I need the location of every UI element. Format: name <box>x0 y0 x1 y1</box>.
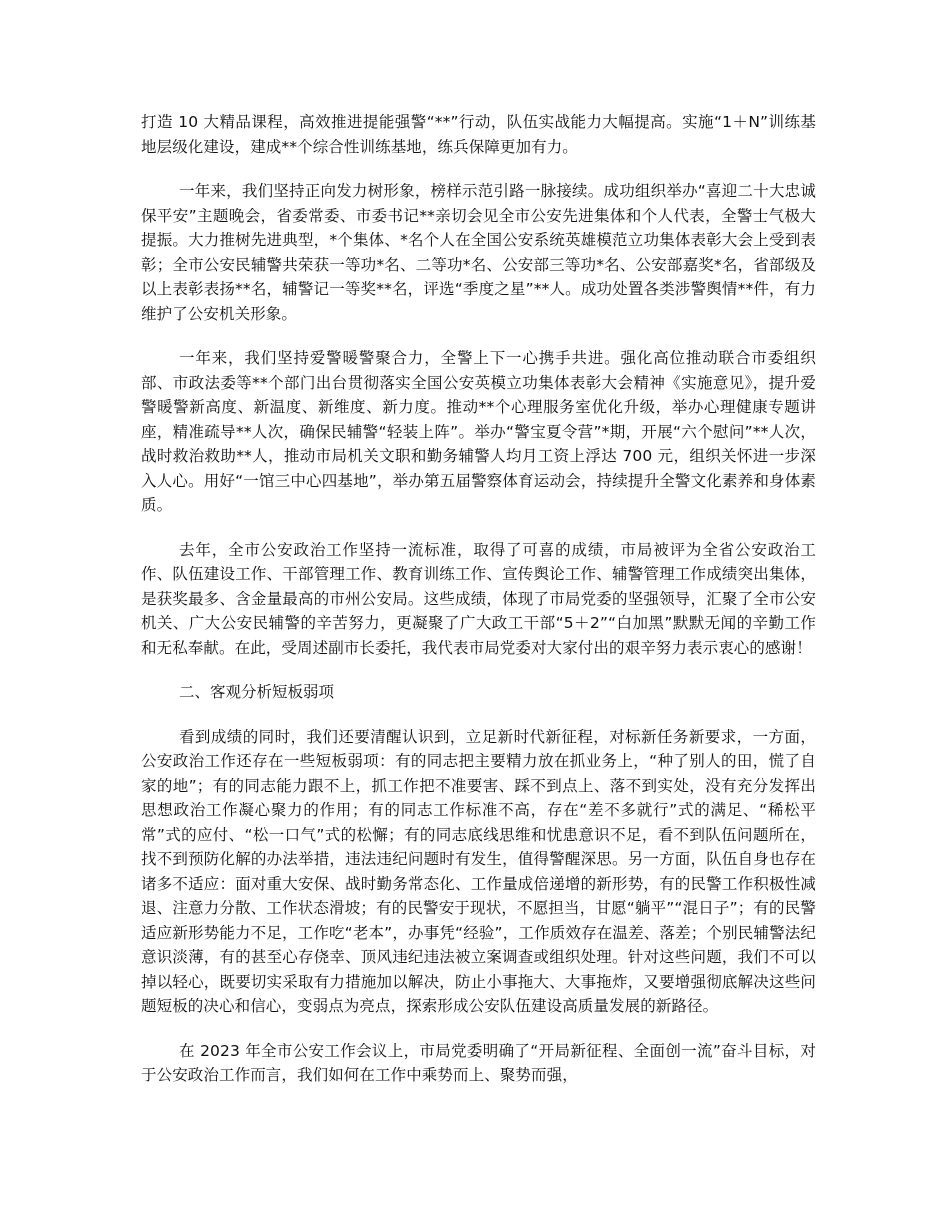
paragraph-weakness-analysis: 看到成绩的同时，我们还要清醒认识到，立足新时代新征程，对标新任务新要求，一方面，公安政治工作还存在一些短板弱项：有的同志把主要精力放在抓业务上，“种了别人的田，慌了自家的地”；有的同志能力跟不上，抓工作把不准要害、踩不到点上、落不到实处，没有充分发挥出思想政治工作凝心聚力的作用；有的同志工作标准不高，存在“差不多就行”式的满足、“稀松平常”式的应付、“松一口气”式的松懈；有的同志底线思维和忧患意识不足，看不到队伍问题所在，找不到预防化解的办法举措，违法违纪问题时有发生，值得警醒深思。另一方面，队伍自身也存在诸多不适应：面对重大安保、战时勤务常态化、工作量成倍递增的新形势，有的民警工作积极性减退、注意力分散、工作状态滑坡；有的民警安于现状，不愿担当，甘愿“躺平”“混日子”；有的民警适应新形势能力不足，工作吃“老本”，办事凭“经验”，工作质效存在温差、落差；个别民辅警法纪意识淡薄，有的甚至心存侥幸、顶风违纪违法被立案调查或组织处理。针对这些问题，我们不可以掉以轻心，既要切实采取有力措施加以解决，防止小事拖大、大事拖炸，又要增强彻底解决这些问题短板的决心和信心，变弱点为亮点，探索形成公安队伍建设高质量发展的新路径。 <box>141 727 816 1015</box>
paragraph-annual-achievements: 去年，全市公安政治工作坚持一流标准，取得了可喜的成绩，市局被评为全省公安政治工作、队伍建设工作、干部管理工作、教育训练工作、宣传舆论工作、辅警管理工作成绩突出集体，是获奖最多、含金量最高的市州公安局。这些成绩，体现了市局党委的坚强领导，汇聚了全市公安机关、广大公安民辅警的辛苦努力，更凝聚了广大政工干部“5＋2”“白加黑”默默无闻的辛勤工作和无私奉献。在此，受周述副市长委托，我代表市局党委对大家付出的艰辛努力表示衷心的感谢！ <box>141 540 816 657</box>
paragraph-image-building: 一年来，我们坚持正向发力树形象，榜样示范引路一脉接续。成功组织举办“喜迎二十大忠诚保平安”主题晚会，省委常委、市委书记**亲切会见全市公安先进集体和个人代表，全警士气极大提振。大力推树先进典型，*个集体、*名个人在全国公安系统英雄模范立功集体表彰大会上受到表彰；全市公安民辅警共荣获一等功*名、二等功*名、公安部三等功*名、公安部嘉奖*名，省部级及以上表彰表扬**名，辅警记一等奖**名，评选“季度之星”**人。成功处置各类涉警舆情**件，有力维护了公安机关形象。 <box>141 182 816 323</box>
paragraph-2023-goals: 在 2023 年全市公安工作会议上，市局党委明确了“开局新征程、全面创一流”奋斗目标，对于公安政治工作而言，我们如何在工作中乘势而上、聚势而强， <box>141 1041 816 1084</box>
paragraph-training-results: 打造 10 大精品课程，高效推进提能强警“**”行动，队伍实战能力大幅提高。实施“1＋N”训练基地层级化建设，建成**个综合性训练基地，练兵保障更加有力。 <box>141 113 816 156</box>
section-heading-weaknesses: 二、客观分析短板弱项 <box>179 683 335 701</box>
paragraph-police-care: 一年来，我们坚持爱警暖警聚合力，全警上下一心携手共进。强化高位推动联合市委组织部、市政法委等**个部门出台贯彻落实全国公安英模立功集体表彰大会精神《实施意见》，提升爱警暖警新高度、新温度、新维度、新力度。推动**个心理服务室优化升级，举办心理健康专题讲座，精准疏导**人次，确保民辅警“轻装上阵”。举办“警宝夏令营”*期，开展“六个慰问”**人次，战时救治救助**人，推动市局机关文职和勤务辅警人均月工资上浮达 700 元，组织关怀进一步深入人心。用好“一馆三中心四基地”，举办第五届警察体育运动会，持续提升全警文化素养和身体素质。 <box>141 349 816 514</box>
document-page <box>141 110 816 1108</box>
